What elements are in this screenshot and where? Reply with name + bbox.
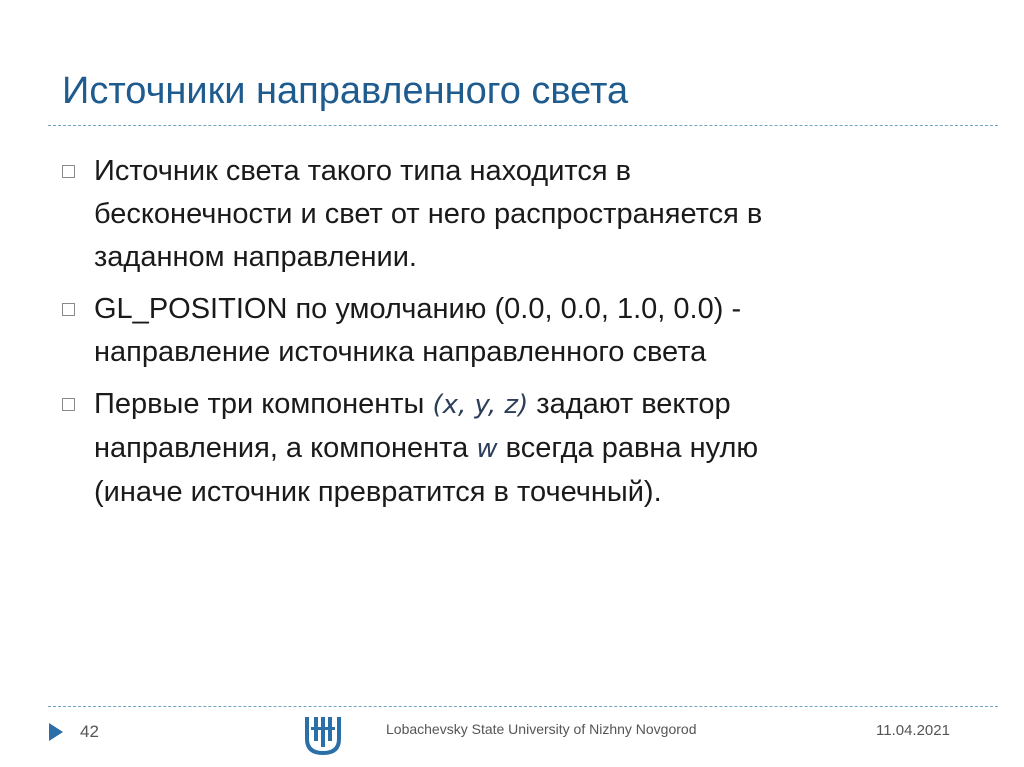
university-name: Lobachevsky State University of Nizhny Novgorod bbox=[386, 721, 697, 737]
page-number: 42 bbox=[80, 722, 99, 741]
bullet-list bbox=[60, 150, 960, 523]
bullet-item bbox=[60, 288, 960, 374]
university-logo-icon bbox=[301, 713, 345, 757]
bullet-text-line: бесконечности и свет от него распространяется в bbox=[94, 198, 763, 230]
bullet-text: Первые три компоненты bbox=[94, 388, 433, 420]
bullet-text: задают вектор bbox=[528, 388, 731, 420]
bullet-square-icon bbox=[62, 303, 75, 316]
bullet-text-line bbox=[94, 427, 960, 471]
bullet-square-icon bbox=[62, 165, 75, 178]
vector-components: (x, y, z) bbox=[432, 390, 529, 420]
bullet-text: всегда равна нулю bbox=[497, 432, 759, 464]
bullet-item bbox=[60, 383, 960, 514]
bullet-square-icon bbox=[62, 398, 75, 411]
bullet-text-line: заданном направлении. bbox=[94, 241, 417, 273]
bullet-text-line: (иначе источник превратится в точечный). bbox=[94, 476, 662, 508]
slide-date: 11.04.2021 bbox=[876, 722, 950, 739]
bullet-text-line: направление источника направленного света bbox=[94, 336, 707, 368]
w-component: w bbox=[476, 434, 498, 464]
bullet-text-line: Источник света такого типа находится в bbox=[94, 155, 632, 187]
bullet-text-line: GL_POSITION по умолчанию (0.0, 0.0, 1.0, 0.0) - bbox=[94, 293, 742, 325]
next-slide-arrow-icon[interactable] bbox=[49, 723, 63, 741]
title-divider bbox=[48, 125, 998, 126]
footer-divider bbox=[48, 706, 998, 707]
bullet-text-line bbox=[94, 383, 960, 427]
bullet-item bbox=[60, 150, 960, 279]
bullet-text: направления, а компонента bbox=[94, 432, 477, 464]
slide-title: Источники направленного света bbox=[62, 70, 629, 112]
